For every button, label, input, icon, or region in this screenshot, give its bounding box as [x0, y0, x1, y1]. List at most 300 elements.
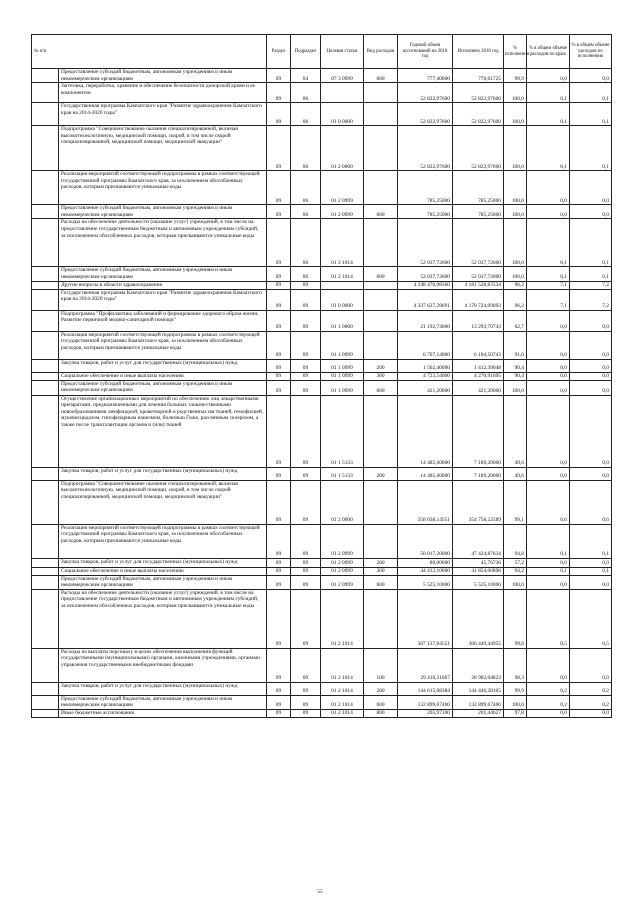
row-executed-cell: 132 899,67400 [453, 695, 504, 709]
row-annual-plan-cell: 1 562,40000 [398, 359, 453, 372]
row-expense-type-cell [364, 171, 398, 205]
row-exec-percent-cell: 49,6 [504, 395, 527, 467]
row-share-plan-cell: 0,0 [527, 467, 570, 480]
row-expense-type-cell [364, 589, 398, 648]
row-subsection-cell: 09 [291, 589, 321, 648]
row-name-cell: Закупка товаров, работ и услуг для государственных (муниципальных) нужд [59, 682, 267, 695]
row-section-cell: 09 [267, 524, 291, 558]
row-share-plan-cell: 0,0 [527, 359, 570, 372]
row-expense-type-cell: 600 [364, 380, 398, 395]
col-header-subsection: Подраздел [291, 35, 321, 69]
budget-table [31, 34, 612, 718]
row-executed-cell: 52 822,97600 [453, 83, 504, 103]
table-row [32, 310, 612, 331]
row-executed-cell: 52 037,72600 [453, 219, 504, 267]
row-share-plan-cell: 7,1 [527, 289, 570, 310]
row-annual-plan-cell: 4 723,54000 [398, 372, 453, 380]
row-expense-type-cell: 200 [364, 558, 398, 567]
row-exec-percent-cell: 100,0 [504, 575, 527, 589]
row-subsection-cell: 09 [291, 558, 321, 567]
row-share-exec-cell: 0,0 [570, 171, 612, 205]
row-exec-percent-cell: 100,0 [504, 267, 527, 281]
row-section-cell: 09 [267, 395, 291, 467]
row-name-cell: Закупка товаров, работ и услуг для государственных (муниципальных) нужд [59, 467, 267, 480]
row-section-cell: 09 [267, 205, 291, 219]
row-share-plan-cell: 0,1 [527, 524, 570, 558]
row-exec-percent-cell: 100,0 [504, 126, 527, 171]
row-annual-plan-cell: 52 037,72600 [398, 219, 453, 267]
row-subsection-cell: 09 [291, 567, 321, 575]
row-executed-cell: 41 854,00898 [453, 567, 504, 575]
row-exec-percent-cell: 99,1 [504, 480, 527, 524]
row-share-plan-cell: 0,1 [527, 219, 570, 267]
row-exec-percent-cell: 94,8 [504, 524, 527, 558]
row-section-cell: 09 [267, 558, 291, 567]
row-share-exec-cell: 0,0 [570, 380, 612, 395]
row-annual-plan-cell: 80,00000 [398, 558, 453, 567]
row-expense-type-cell: 600 [364, 205, 398, 219]
row-executed-cell: 7 189,20000 [453, 467, 504, 480]
row-share-plan-cell: 0,1 [527, 567, 570, 575]
row-name-cell: Реализация мероприятий соответствующей подпрограммы в рамках соответствующей государственной программы Камчатского края, за исключением обособленных расходов, которым присваиваются уникальные коды [59, 171, 267, 205]
row-executed-cell: 5 525,10000 [453, 575, 504, 589]
row-number-cell [32, 205, 59, 219]
row-target-item-cell: 01 1 0999 [321, 372, 364, 380]
row-subsection-cell: 09 [291, 524, 321, 558]
row-share-plan-cell: 0,0 [527, 310, 570, 331]
row-annual-plan-cell: 785,25000 [398, 171, 453, 205]
row-executed-cell: 1 412,39048 [453, 359, 504, 372]
row-section-cell: 09 [267, 695, 291, 709]
row-share-plan-cell: 0,0 [527, 648, 570, 682]
row-share-plan-cell: 0,6 [527, 480, 570, 524]
row-share-exec-cell: 0,0 [570, 372, 612, 380]
row-share-plan-cell: 0,0 [527, 205, 570, 219]
row-annual-plan-cell: 52 822,97600 [398, 83, 453, 103]
row-target-item-cell: 01 0 0000 [321, 289, 364, 310]
row-exec-percent-cell: 96,2 [504, 281, 527, 289]
row-target-item-cell: 01 1 0999 [321, 359, 364, 372]
row-number-cell [32, 589, 59, 648]
row-expense-type-cell: 200 [364, 467, 398, 480]
row-annual-plan-cell: 52 822,97600 [398, 126, 453, 171]
row-exec-percent-cell: 90,4 [504, 359, 527, 372]
row-exec-percent-cell: 97,8 [504, 709, 527, 717]
row-executed-cell: 785,25000 [453, 171, 504, 205]
row-target-item-cell [321, 83, 364, 103]
table-row [32, 281, 612, 289]
row-subsection-cell: 06 [291, 103, 321, 126]
row-section-cell: 09 [267, 589, 291, 648]
row-share-plan-cell: 0,2 [527, 682, 570, 695]
row-section-cell: 09 [267, 359, 291, 372]
row-executed-cell: 52 822,97600 [453, 126, 504, 171]
row-executed-cell: 52 037,72600 [453, 267, 504, 281]
row-exec-percent-cell: 99,9 [504, 682, 527, 695]
row-expense-type-cell [364, 310, 398, 331]
row-share-exec-cell: 0,1 [570, 219, 612, 267]
row-exec-percent-cell: 96,2 [504, 289, 527, 310]
row-annual-plan-cell: 44 412,10000 [398, 567, 453, 575]
row-name-cell: Предоставление субсидий бюджетным, автономным учреждениям и иным некоммерческим организациям [59, 380, 267, 395]
row-target-item-cell: 01 1 0999 [321, 331, 364, 359]
row-name-cell: Предоставление субсидий бюджетным, автономным учреждениям и иным некоммерческим организациям [59, 205, 267, 219]
row-number-cell [32, 524, 59, 558]
row-expense-type-cell [364, 480, 398, 524]
row-name-cell: Расходы на обеспечение деятельности (оказание услуг) учреждений, в том числе на предоставление государственным бюджетным и автономным учреждениям субсидий, за исключением обособленных расходов, которым присваиваются уникальные коды [59, 219, 267, 267]
row-section-cell: 09 [267, 289, 291, 310]
row-exec-percent-cell: 99,9 [504, 69, 527, 83]
row-annual-plan-cell: 421,20000 [398, 380, 453, 395]
row-expense-type-cell [364, 219, 398, 267]
row-section-cell: 09 [267, 682, 291, 695]
row-expense-type-cell [364, 281, 398, 289]
row-target-item-cell: 01 2 1014 [321, 695, 364, 709]
table-row [32, 589, 612, 648]
row-name-cell: Реализация мероприятий соответствующей подпрограммы в рамках соответствующей государственной программы Камчатского края, за исключением обособленных расходов, которым присваиваются уникальные коды [59, 524, 267, 558]
row-name-cell: Реализация мероприятий соответствующей подпрограммы в рамках соответствующей государственной программы Камчатского края, за исключением обособленных расходов, которым присваиваются уникальные коды [59, 331, 267, 359]
row-exec-percent-cell: 94,2 [504, 567, 527, 575]
row-share-exec-cell: 0,0 [570, 69, 612, 83]
row-annual-plan-cell: 6 707,14000 [398, 331, 453, 359]
row-exec-percent-cell: 100,0 [504, 380, 527, 395]
row-exec-percent-cell: 98,3 [504, 648, 527, 682]
row-share-exec-cell: 0,0 [570, 709, 612, 717]
row-target-item-cell: 01 1 5133 [321, 395, 364, 467]
row-expense-type-cell [364, 289, 398, 310]
row-executed-cell: 52 822,97600 [453, 103, 504, 126]
table-row [32, 69, 612, 83]
row-share-exec-cell: 0,1 [570, 103, 612, 126]
row-subsection-cell: 06 [291, 171, 321, 205]
row-target-item-cell: 01 2 1014 [321, 709, 364, 717]
budget-report-sheet [31, 34, 611, 718]
row-annual-plan-cell: 52 037,72600 [398, 267, 453, 281]
table-row [32, 103, 612, 126]
row-name-cell: Другие вопросы в области здравоохранения [59, 281, 267, 289]
table-row [32, 480, 612, 524]
row-subsection-cell: 06 [291, 205, 321, 219]
row-subsection-cell: 09 [291, 480, 321, 524]
row-annual-plan-cell: 144 615,08384 [398, 682, 453, 695]
table-row [32, 575, 612, 589]
row-number-cell [32, 372, 59, 380]
row-name-cell: Расходы на обеспечение деятельности (оказание услуг) учреждений, в том числе на предоставление государственным бюджетным и автономным учреждениям субсидий, за исключением обособленных расходов, которым присваиваются уникальные коды [59, 589, 267, 648]
table-row [32, 524, 612, 558]
row-subsection-cell: 09 [291, 682, 321, 695]
row-number-cell [32, 331, 59, 359]
row-section-cell: 09 [267, 380, 291, 395]
col-header-target-item: Целевая статья [321, 35, 364, 69]
row-target-item-cell: 01 2 0999 [321, 205, 364, 219]
row-share-exec-cell: 0,0 [570, 310, 612, 331]
table-row [32, 567, 612, 575]
row-share-plan-cell: 0,0 [527, 380, 570, 395]
row-expense-type-cell [364, 103, 398, 126]
row-target-item-cell: 01 2 0999 [321, 575, 364, 589]
row-share-plan-cell: 0,1 [527, 83, 570, 103]
row-subsection-cell: 06 [291, 219, 321, 267]
row-section-cell: 09 [267, 171, 291, 205]
row-annual-plan-cell: 205,97100 [398, 709, 453, 717]
row-expense-type-cell [364, 524, 398, 558]
row-subsection-cell: 06 [291, 267, 321, 281]
table-row [32, 331, 612, 359]
row-exec-percent-cell: 57,2 [504, 558, 527, 567]
row-exec-percent-cell: 100,0 [504, 695, 527, 709]
row-number-cell [32, 267, 59, 281]
row-exec-percent-cell: 62,7 [504, 310, 527, 331]
row-annual-plan-cell: 5 525,10000 [398, 575, 453, 589]
row-expense-type-cell [364, 331, 398, 359]
table-row [32, 682, 612, 695]
row-target-item-cell: 01 1 5133 [321, 467, 364, 480]
row-share-exec-cell: 0,0 [570, 648, 612, 682]
row-subsection-cell: 09 [291, 310, 321, 331]
table-row [32, 695, 612, 709]
row-name-cell: Заготовка, переработка, хранение и обеспечение безопасности донорской крови и ее компонентов [59, 83, 267, 103]
row-target-item-cell: 01 1 0000 [321, 310, 364, 331]
row-annual-plan-cell: 52 822,97600 [398, 103, 453, 126]
row-share-plan-cell: 0,1 [527, 267, 570, 281]
row-expense-type-cell: 800 [364, 709, 398, 717]
row-subsection-cell: 09 [291, 695, 321, 709]
row-exec-percent-cell: 100,0 [504, 205, 527, 219]
table-row [32, 467, 612, 480]
row-share-plan-cell: 0,2 [527, 695, 570, 709]
row-annual-plan-cell: 4 337 627,39691 [398, 289, 453, 310]
row-share-plan-cell: 7,1 [527, 281, 570, 289]
row-target-item-cell: 01 2 0999 [321, 567, 364, 575]
table-header-row [32, 35, 612, 69]
row-target-item-cell: 01 2 1014 [321, 589, 364, 648]
col-header-number: № п/п [32, 35, 267, 69]
row-executed-cell: 47 424,87634 [453, 524, 504, 558]
row-annual-plan-cell: 14 485,60000 [398, 395, 453, 467]
row-share-plan-cell: 0,0 [527, 395, 570, 467]
row-exec-percent-cell: 100,0 [504, 83, 527, 103]
row-target-item-cell: 01 2 1014 [321, 682, 364, 695]
row-share-exec-cell: 0,2 [570, 682, 612, 695]
row-expense-type-cell [364, 126, 398, 171]
row-expense-type-cell: 200 [364, 682, 398, 695]
col-header-expense-type: Вид расходов [364, 35, 398, 69]
row-share-plan-cell: 0,1 [527, 126, 570, 171]
row-number-cell [32, 480, 59, 524]
table-row [32, 359, 612, 372]
row-section-cell: 09 [267, 69, 291, 83]
col-header-section: Раздел [267, 35, 291, 69]
row-exec-percent-cell: 99,8 [504, 589, 527, 648]
row-share-exec-cell: 7,2 [570, 289, 612, 310]
row-executed-cell: 4 181 528,83534 [453, 281, 504, 289]
table-row [32, 267, 612, 281]
row-share-plan-cell: 0,1 [527, 103, 570, 126]
table-row [32, 558, 612, 567]
row-subsection-cell: 09 [291, 648, 321, 682]
row-number-cell [32, 281, 59, 289]
row-subsection-cell: 09 [291, 709, 321, 717]
row-subsection-cell: 09 [291, 359, 321, 372]
col-header-share-plan: % в общем объеме расходов по краю [527, 35, 570, 69]
row-annual-plan-cell: 21 192,74000 [398, 310, 453, 331]
row-target-item-cell: 01 2 1014 [321, 267, 364, 281]
row-share-exec-cell: 0,0 [570, 558, 612, 567]
row-share-plan-cell: 0,0 [527, 69, 570, 83]
row-number-cell [32, 682, 59, 695]
row-executed-cell: 421,20000 [453, 380, 504, 395]
row-share-exec-cell: 0,1 [570, 267, 612, 281]
row-name-cell: Государственная программа Камчатского края "Развитие здравоохранения Камчатского края на 2014-2020 годы" [59, 103, 267, 126]
row-target-item-cell: 01 2 1014 [321, 219, 364, 267]
row-target-item-cell [321, 281, 364, 289]
row-expense-type-cell: 600 [364, 575, 398, 589]
row-name-cell: Осуществление организационных мероприятий по обеспечению лиц лекарственными препаратами, предназначенными для лечения больных злокачественными новообразованиями лимфоидной, кроветворной и родственных им тканей, гемофилией, муковисцидозом, гипофизарным нанизмом, болезнью Гоше, рассеянным склерозом, а также после трансплантации органов и (или) тканей [59, 395, 267, 467]
row-executed-cell: 201,44627 [453, 709, 504, 717]
col-header-executed: Исполнено 2018 год [453, 35, 504, 69]
page-number: 55 [317, 889, 323, 895]
row-subsection-cell: 09 [291, 372, 321, 380]
row-subsection-cell: 06 [291, 126, 321, 171]
row-share-plan-cell: 0,0 [527, 372, 570, 380]
col-header-annual-plan: Годовой объем ассигнований на 2018 год [398, 35, 453, 69]
row-name-cell: Подпрограмма "Профилактика заболеваний и формирование здорового образа жизни. Развитие первичной медико-санитарной помощи" [59, 310, 267, 331]
row-executed-cell: 7 189,20000 [453, 395, 504, 467]
row-target-item-cell: 01 1 0999 [321, 380, 364, 395]
row-name-cell: Закупка товаров, работ и услуг для государственных (муниципальных) нужд [59, 558, 267, 567]
row-target-item-cell: 01 2 0999 [321, 558, 364, 567]
row-annual-plan-cell: 777,40000 [398, 69, 453, 83]
row-executed-cell: 4 170 724,09093 [453, 289, 504, 310]
row-subsection-cell: 09 [291, 289, 321, 310]
row-section-cell: 09 [267, 219, 291, 267]
row-share-plan-cell: 0,0 [527, 331, 570, 359]
table-row [32, 395, 612, 467]
row-annual-plan-cell: 29 416,31667 [398, 648, 453, 682]
row-subsection-cell: 09 [291, 395, 321, 467]
row-target-item-cell: 01 2 0999 [321, 524, 364, 558]
table-row [32, 171, 612, 205]
row-share-exec-cell: 0,1 [570, 567, 612, 575]
row-annual-plan-cell: 132 899,67400 [398, 695, 453, 709]
row-number-cell [32, 467, 59, 480]
row-section-cell: 09 [267, 467, 291, 480]
row-expense-type-cell: 600 [364, 267, 398, 281]
row-number-cell [32, 83, 59, 103]
row-name-cell: Подпрограмма "Совершенствование оказания специализированной, включая высокотехнологичную, медицинской помощи, скорой, в том числе скорой специализированной, медицинской помощи, медицинской эвакуации" [59, 126, 267, 171]
row-number-cell [32, 648, 59, 682]
row-exec-percent-cell: 90,4 [504, 372, 527, 380]
row-share-exec-cell: 0,0 [570, 359, 612, 372]
row-number-cell [32, 219, 59, 267]
row-name-cell: Государственная программа Камчатского края "Развитие здравоохранения Камчатского края на 2014-2020 годы" [59, 289, 267, 310]
row-share-exec-cell: 0,0 [570, 331, 612, 359]
row-executed-cell: 354 758,22589 [453, 480, 504, 524]
row-number-cell [32, 709, 59, 717]
row-expense-type-cell: 200 [364, 359, 398, 372]
row-name-cell: Предоставление субсидий бюджетным, автономным учреждениям и иным некоммерческим организациям [59, 267, 267, 281]
row-annual-plan-cell: 4 348 470,98360 [398, 281, 453, 289]
row-expense-type-cell [364, 83, 398, 103]
row-expense-type-cell [364, 395, 398, 467]
row-executed-cell: 776,61725 [453, 69, 504, 83]
row-expense-type-cell: 300 [364, 567, 398, 575]
row-target-item-cell: 01 2 1014 [321, 648, 364, 682]
row-number-cell [32, 289, 59, 310]
row-expense-type-cell: 600 [364, 69, 398, 83]
table-row [32, 380, 612, 395]
row-number-cell [32, 359, 59, 372]
row-subsection-cell: 09 [291, 281, 321, 289]
table-row [32, 709, 612, 717]
row-section-cell: 09 [267, 709, 291, 717]
row-share-plan-cell: 0,0 [527, 575, 570, 589]
row-name-cell: Закупка товаров, работ и услуг для государственных (муниципальных) нужд [59, 359, 267, 372]
row-name-cell: Социальное обеспечение и иные выплаты населению [59, 567, 267, 575]
row-name-cell: Иные бюджетные ассигнования [59, 709, 267, 717]
row-exec-percent-cell: 49,6 [504, 467, 527, 480]
row-subsection-cell: 09 [291, 467, 321, 480]
row-number-cell [32, 380, 59, 395]
row-share-exec-cell: 7,2 [570, 281, 612, 289]
row-section-cell: 09 [267, 281, 291, 289]
row-section-cell: 09 [267, 83, 291, 103]
row-share-exec-cell: 0,1 [570, 524, 612, 558]
row-section-cell: 09 [267, 567, 291, 575]
row-target-item-cell: 01 2 0000 [321, 480, 364, 524]
row-share-exec-cell: 0,0 [570, 467, 612, 480]
row-number-cell [32, 575, 59, 589]
row-subsection-cell: 06 [291, 83, 321, 103]
row-executed-cell: 144 446,28105 [453, 682, 504, 695]
row-number-cell [32, 103, 59, 126]
row-share-exec-cell: 0,1 [570, 83, 612, 103]
row-annual-plan-cell: 785,25000 [398, 205, 453, 219]
row-share-plan-cell: 0,0 [527, 709, 570, 717]
row-executed-cell: 28 902,04823 [453, 648, 504, 682]
table-row [32, 289, 612, 310]
row-section-cell: 09 [267, 480, 291, 524]
row-exec-percent-cell: 100,0 [504, 219, 527, 267]
row-share-exec-cell: 0,2 [570, 695, 612, 709]
row-executed-cell: 785,25000 [453, 205, 504, 219]
row-subsection-cell: 09 [291, 575, 321, 589]
row-executed-cell: 4 270,91695 [453, 372, 504, 380]
row-share-exec-cell: 0,0 [570, 205, 612, 219]
row-section-cell: 09 [267, 103, 291, 126]
row-annual-plan-cell: 358 038,14551 [398, 480, 453, 524]
row-section-cell: 09 [267, 648, 291, 682]
table-row [32, 126, 612, 171]
row-executed-cell: 13 293,70743 [453, 310, 504, 331]
row-executed-cell: 6 104,50743 [453, 331, 504, 359]
row-subsection-cell: 09 [291, 331, 321, 359]
row-name-cell: Расходы на выплаты персоналу в целях обеспечения выполнения функций государственными (муниципальными) органами, казенными учреждениями, органами управления государственными внебюджетными фондами [59, 648, 267, 682]
row-section-cell: 09 [267, 267, 291, 281]
row-exec-percent-cell: 91,0 [504, 331, 527, 359]
row-section-cell: 09 [267, 575, 291, 589]
table-row [32, 205, 612, 219]
col-header-share-exec: % в общем объеме расходов по исполнению [570, 35, 612, 69]
row-annual-plan-cell: 14 485,60000 [398, 467, 453, 480]
row-share-exec-cell: 0,5 [570, 589, 612, 648]
table-row [32, 219, 612, 267]
row-annual-plan-cell: 50 017,20000 [398, 524, 453, 558]
table-row [32, 372, 612, 380]
row-section-cell: 09 [267, 372, 291, 380]
row-expense-type-cell: 100 [364, 648, 398, 682]
row-annual-plan-cell: 307 137,04551 [398, 589, 453, 648]
